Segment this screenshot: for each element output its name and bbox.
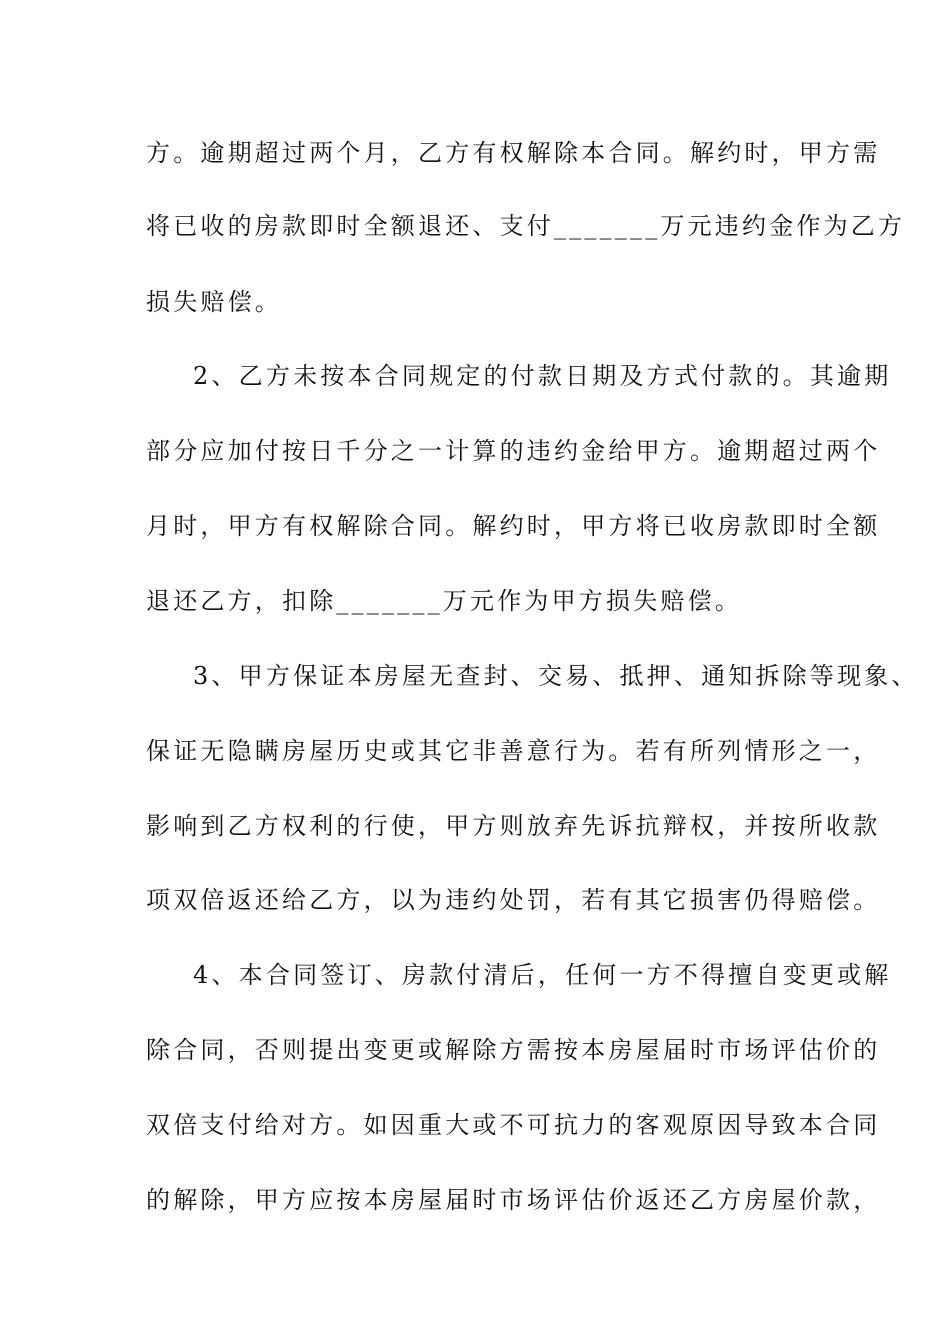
text-line: 月时，甲方有权解除合同。解约时，甲方将已收房款即时全额 xyxy=(146,512,881,540)
text-line: 双倍支付给对方。如因重大或不可抗力的客观原因导致本合同 xyxy=(146,1111,881,1139)
text-line: 除合同，否则提出变更或解除方需按本房屋届时市场评估价的 xyxy=(146,1036,881,1064)
text-line: 部分应加付按日千分之一计算的违约金给甲方。逾期超过两个 xyxy=(146,437,881,465)
text-line: 将已收的房款即时全额退还、支付_______万元违约金作为乙方 xyxy=(146,212,906,240)
paragraph-start-line: 3、甲方保证本房屋无查封、交易、抵押、通知拆除等现象、 xyxy=(193,662,919,690)
text-line: 的解除，甲方应按本房屋届时市场评估价返还乙方房屋价款， xyxy=(146,1186,881,1214)
text-line: 保证无隐瞒房屋历史或其它非善意行为。若有所列情形之一， xyxy=(146,737,881,765)
text-line: 影响到乙方权利的行使，甲方则放弃先诉抗辩权，并按所收款 xyxy=(146,812,881,840)
paragraph-start-line: 4、本合同签订、房款付清后，任何一方不得擅自变更或解 xyxy=(193,961,892,989)
paragraph-start-line: 2、乙方未按本合同规定的付款日期及方式付款的。其逾期 xyxy=(193,362,892,390)
text-line: 损失赔偿。 xyxy=(146,288,282,316)
text-line: 退还乙方，扣除_______万元作为甲方损失赔偿。 xyxy=(146,587,742,615)
text-line: 项双倍返还给乙方，以为违约处罚，若有其它损害仍得赔偿。 xyxy=(146,886,881,914)
text-line: 方。逾期超过两个月，乙方有权解除本合同。解约时，甲方需 xyxy=(146,139,881,167)
